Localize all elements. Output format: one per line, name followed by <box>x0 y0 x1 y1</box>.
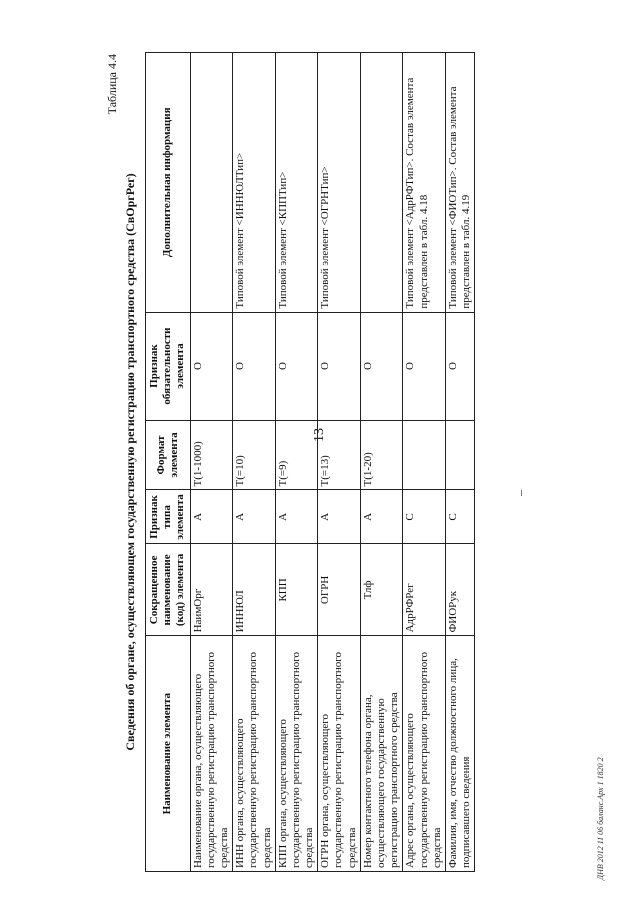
header-cell: Формат элемента <box>146 420 191 490</box>
table-cell: ИННЮЛ <box>233 544 276 636</box>
data-table <box>145 52 475 872</box>
table-cell: О <box>403 312 446 420</box>
table-cell: Номер контактного телефона органа, осуществляющего государственную регистрацию транспортного средства <box>360 636 403 872</box>
table-cell: О <box>318 312 361 420</box>
scan-stamp: ДНВ 2012 11 06 баланс.Арх 1 1820 2 <box>596 757 605 880</box>
table-row <box>403 53 446 872</box>
table-cell: T(1-1000) <box>190 420 233 490</box>
table-cell: А <box>233 490 276 544</box>
table-cell: ОГРН органа, осуществляющего государственную регистрацию транспортного средства <box>318 636 361 872</box>
table-cell: АдрРФРег <box>403 544 446 636</box>
table-row <box>190 53 233 872</box>
table-cell: А <box>318 490 361 544</box>
table-cell: Типовой элемент <АдрРФТип>. Состав элемента представлен в табл. 4.18 <box>403 53 446 313</box>
table-cell: T(1-20) <box>360 420 403 490</box>
table-cell: T(=13) <box>318 420 361 490</box>
table-header-row <box>146 53 191 872</box>
table-cell: О <box>360 312 403 420</box>
table-cell <box>445 420 474 490</box>
table-caption: Сведения об органе, осуществляющем государственную регистрацию транспортного средства (СвОргРег) <box>123 173 137 751</box>
table-cell: Фамилия, имя, отчество должностного лица, подписавшего сведения <box>445 636 474 872</box>
table-cell: А <box>190 490 233 544</box>
table-cell: О <box>445 312 474 420</box>
header-cell: Наименование элемента <box>146 636 191 872</box>
table-row <box>360 53 403 872</box>
header-cell: Дополнительная информация <box>146 53 191 313</box>
table-cell: ИНН органа, осуществляющего государственную регистрацию транспортного средства <box>233 636 276 872</box>
table-row <box>233 53 276 872</box>
table-cell: С <box>445 490 474 544</box>
table-cell: О <box>233 312 276 420</box>
table-label: Таблица 4.4 <box>105 54 119 115</box>
header-cell: Признак типа элемента <box>146 490 191 544</box>
table-cell <box>360 53 403 313</box>
page-number: 13 <box>312 428 327 442</box>
table-cell: Типовой элемент <ОГРНТип> <box>318 53 361 313</box>
table-cell: С <box>403 490 446 544</box>
table-cell: О <box>275 312 318 420</box>
rotated-table-block <box>105 52 525 872</box>
table-cell: А <box>275 490 318 544</box>
table-cell: НаимОрг <box>190 544 233 636</box>
table-cell: Типовой элемент <ФИОТип>. Состав элемента представлен в табл. 4.19 <box>445 53 474 313</box>
table-cell: О <box>190 312 233 420</box>
table-cell: Типовой элемент <КППТип> <box>275 53 318 313</box>
table-cell: T(=9) <box>275 420 318 490</box>
header-cell: Сокращенное наименование (код) элемента <box>146 544 191 636</box>
header-cell: Признак обязательности элемента <box>146 312 191 420</box>
table-cell: А <box>360 490 403 544</box>
table-cell: Тлф <box>360 544 403 636</box>
table-cell: T(=10) <box>233 420 276 490</box>
table-cell: Адрес органа, осуществляющего государственную регистрацию транспортного средства <box>403 636 446 872</box>
table-cell <box>190 53 233 313</box>
table-cell: ФИОРук <box>445 544 474 636</box>
table-row <box>275 53 318 872</box>
table-cell: Наименование органа, осуществляющего государственную регистрацию транспортного средства <box>190 636 233 872</box>
table-cell: ОГРН <box>318 544 361 636</box>
table-row <box>445 53 474 872</box>
table-cell <box>403 420 446 490</box>
table-cell: КПП органа, осуществляющего государственную регистрацию транспортного средства <box>275 636 318 872</box>
table-cell: КПП <box>275 544 318 636</box>
table-row <box>318 53 361 872</box>
table-cell: Типовой элемент <ИННЮЛТип> <box>233 53 276 313</box>
